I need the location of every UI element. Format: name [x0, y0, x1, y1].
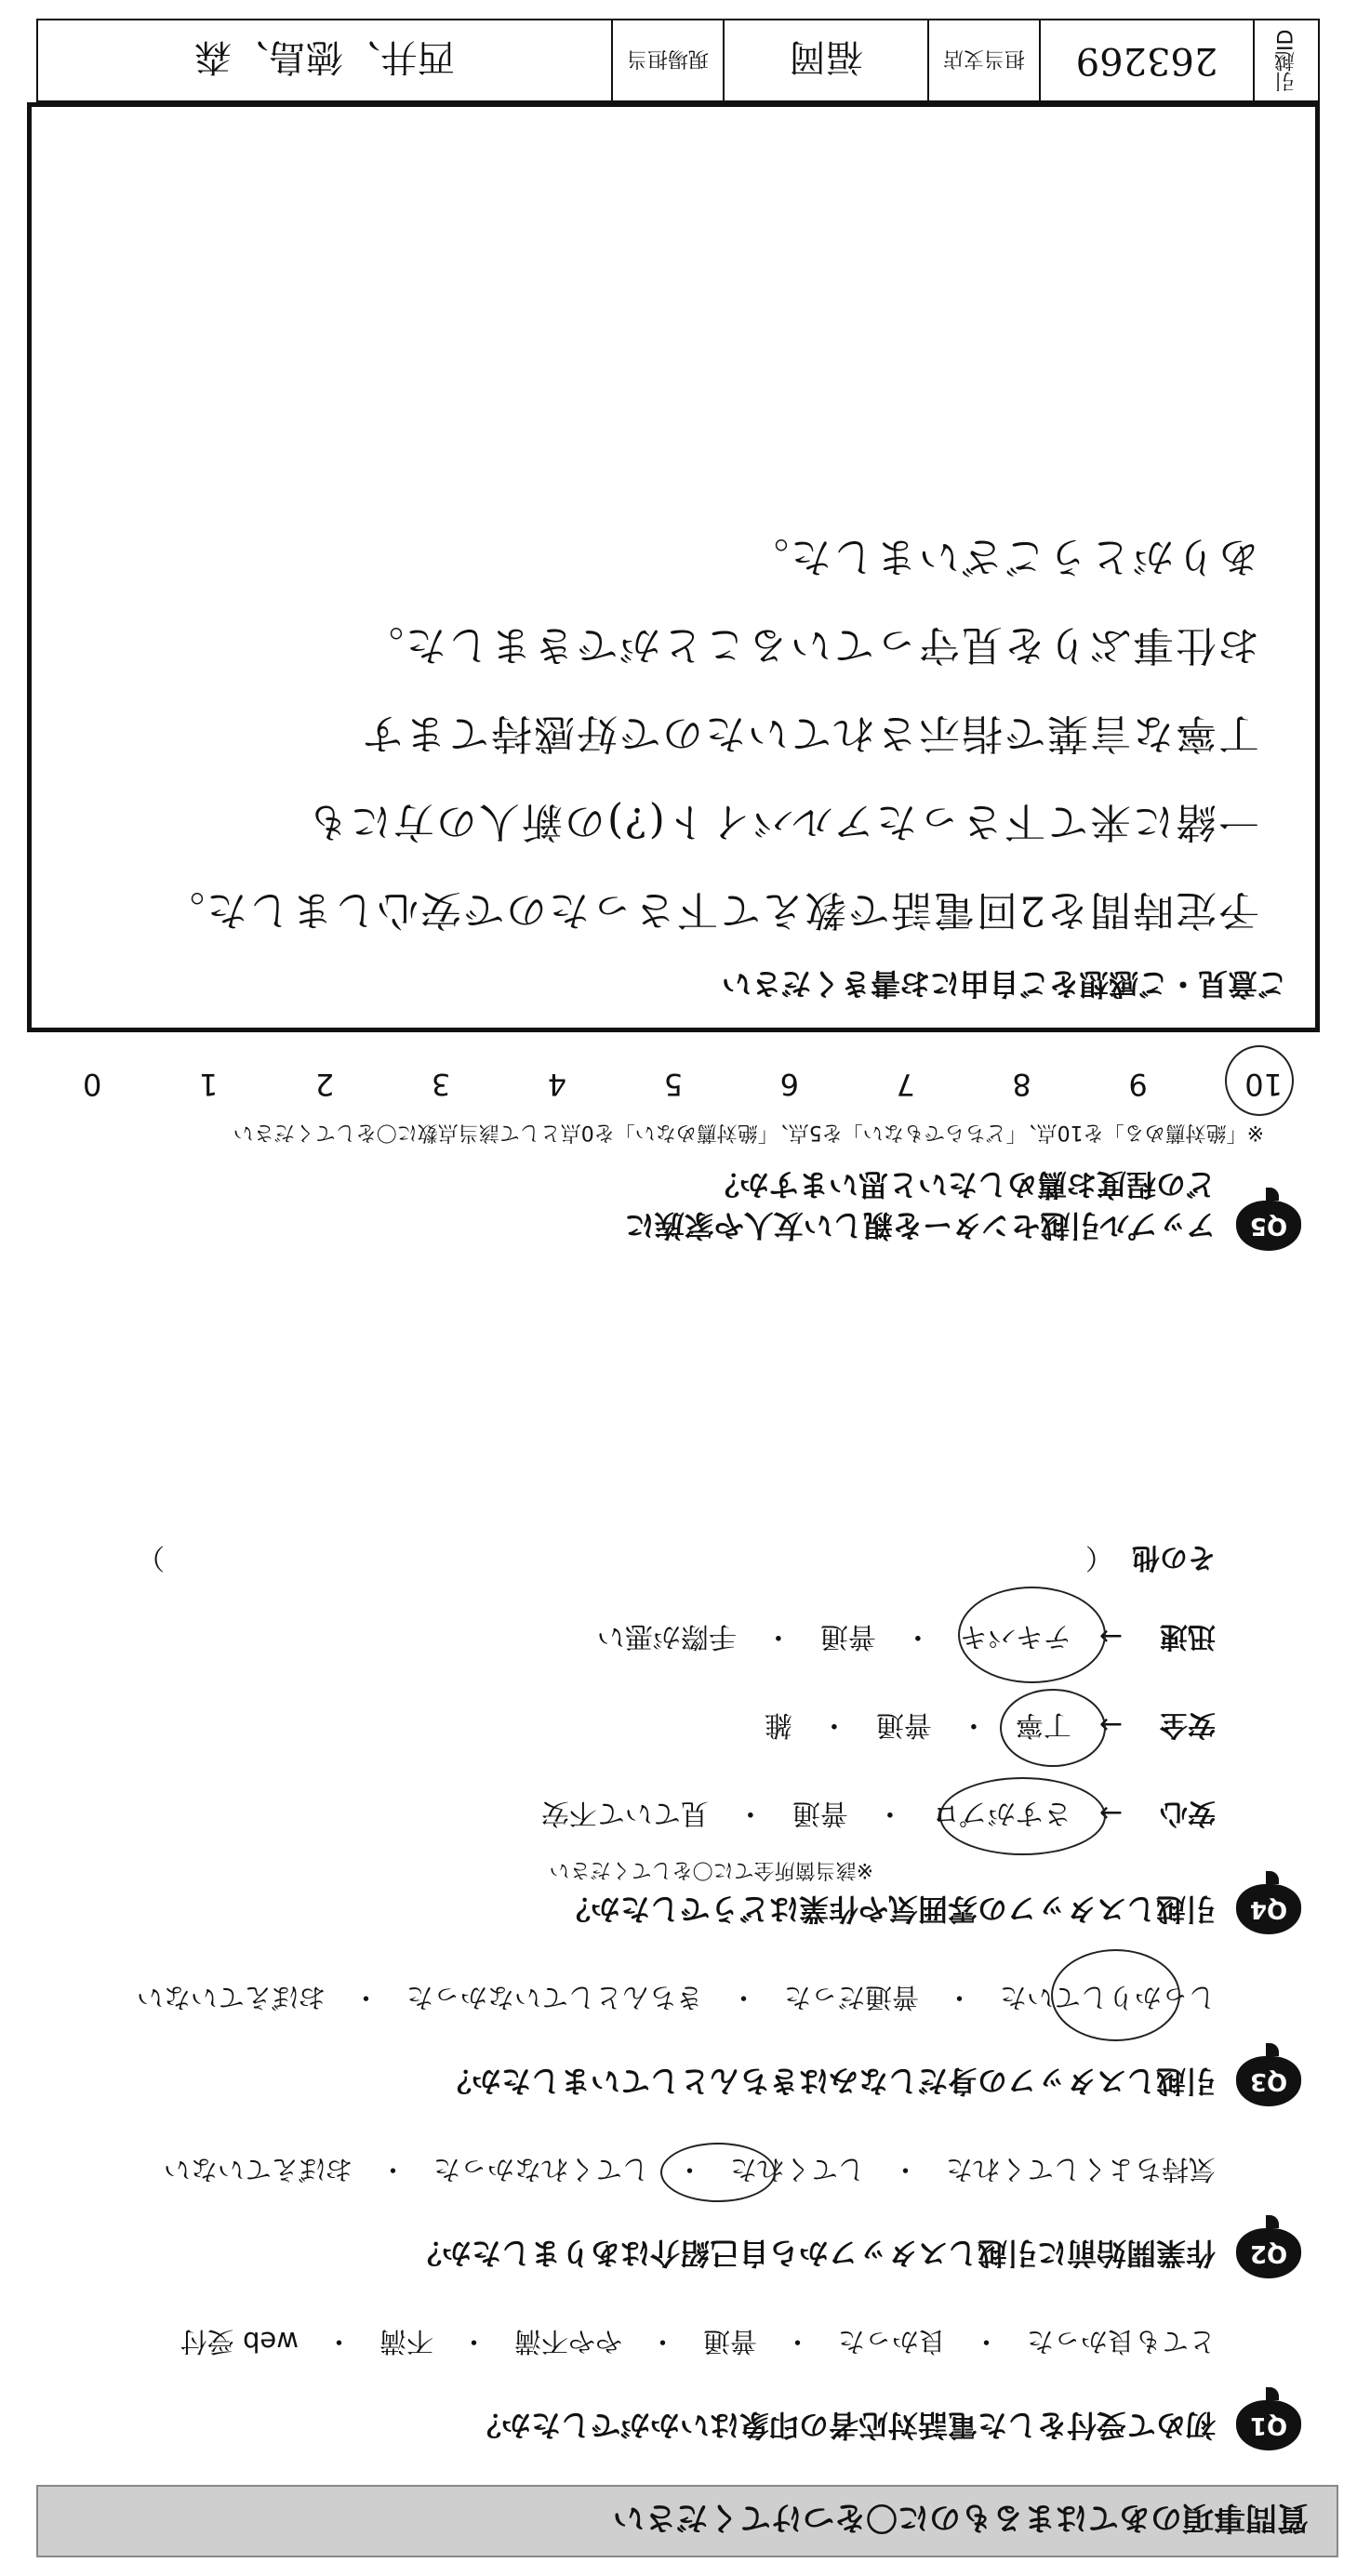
- comment-line: お仕事ぶりを見守っていることができました。: [361, 621, 1259, 669]
- q5-subtext: どの程度お薦めしたいと思いますか？: [709, 1167, 1216, 1202]
- scale-value: 9: [1128, 1067, 1148, 1102]
- answer-circle: [1225, 1045, 1294, 1116]
- q3-badge: Q3: [1236, 2056, 1301, 2106]
- branch-value: 福岡: [723, 20, 927, 100]
- scale-value: 5: [663, 1067, 684, 1102]
- q4-row-options: テキパキ ・ 普通 ・ 手際が悪い: [596, 1620, 1071, 1653]
- q1-text: 初めて受付をした電話対応者の印象はいかがでしたか？: [471, 2408, 1216, 2443]
- rating-scale: [18, 1067, 1283, 1102]
- q1-badge: Q1: [1236, 2400, 1301, 2450]
- staff-value: 西井、徳島、森: [194, 35, 455, 79]
- q3-options: しっかりしていた ・ 普通だった ・ きちんとしていなかった ・ おぼえていない: [136, 1982, 1216, 2013]
- q4-badge: Q4: [1236, 1884, 1301, 1934]
- answer-circle: [958, 1587, 1106, 1683]
- question-5: [73, 1121, 1301, 1251]
- q2-badge: Q2: [1236, 2228, 1301, 2278]
- q4-row-anzen: 安全 → 丁寧 ・ 普通 ・ 雑: [765, 1707, 1216, 1748]
- q2-options: 気持ちよくしてくれた ・ してくれた ・ してくれなかった ・ おぼえていない: [163, 2154, 1216, 2185]
- q4-row-anshin: 安心 → さすがプロ ・ 普通 ・ 見ていて不安: [541, 1796, 1216, 1837]
- q4-row-options: 丁寧 ・ 普通 ・ 雑: [764, 1708, 1071, 1741]
- q4-note: ※該当箇所全てに〇をしてください: [549, 1858, 873, 1881]
- scale-value: 3: [431, 1067, 451, 1102]
- id-label: 引越ID: [1253, 20, 1318, 100]
- question-4: [73, 1541, 1301, 1934]
- q4-row-label: 安全: [1160, 1708, 1216, 1741]
- scale-value: 8: [1012, 1067, 1031, 1102]
- answer-circle: [660, 2143, 776, 2202]
- question-2: [73, 2148, 1301, 2278]
- comment-line: 一緒に来て下さったアルバイト(?)の新人の方にも: [305, 798, 1259, 845]
- q4-row-other: [137, 1540, 1216, 1581]
- scale-value: 7: [896, 1067, 915, 1102]
- scale-value: 6: [779, 1067, 799, 1102]
- q5-text: アップル引越センターを親しい友人や家族に: [624, 1208, 1216, 1243]
- comment-box: [27, 102, 1320, 1032]
- question-3: [73, 1976, 1301, 2106]
- comment-line: 丁寧な言葉で指示されていたので好感持てます: [361, 710, 1259, 757]
- scale-value: 1: [198, 1067, 219, 1102]
- answer-circle: [939, 1777, 1106, 1855]
- answer-circle: [1051, 1949, 1180, 2041]
- q4-row-options: （ ）: [137, 1541, 1113, 1573]
- instructions-text: 質問事項のあてはまるものに〇をつけてください: [613, 2499, 1309, 2537]
- staff-label: 現場担当: [611, 20, 723, 100]
- q4-row-jinsoku: 迅速 → テキパキ ・ 普通 ・ 手際が悪い: [597, 1619, 1216, 1660]
- answer-circle: [1000, 1689, 1106, 1767]
- q4-text: 引越しスタッフの雰囲気や作業はどうでしたか？: [560, 1892, 1216, 1927]
- q3-text: 引越しスタッフの身だしなみはきちんとしていましたか？: [441, 2064, 1216, 2099]
- q5-note: ※「絶対薦める」を10点、「どちらでもない」を5点、「絶対薦めない」を0点として該当点数に〇をしてください: [233, 1121, 1264, 1144]
- comment-line: ありがとうございました。: [746, 533, 1259, 580]
- meta-table: [36, 19, 1320, 102]
- q4-row-label: 迅速: [1160, 1620, 1216, 1653]
- question-1: [73, 2320, 1301, 2450]
- q4-row-label: 安心: [1160, 1797, 1216, 1829]
- instructions-bar: [36, 2485, 1338, 2557]
- scale-value: 4: [547, 1067, 567, 1102]
- q1-options: とても良かった ・ 良かった ・ 普通 ・ やや不満 ・ 不満 ・ web 受付: [180, 2326, 1216, 2357]
- comment-line: 予定時間を2回電話で教えて下さったので安心しました。: [162, 886, 1259, 934]
- branch-label: 担当支店: [927, 20, 1039, 100]
- scale-value: 10: [1244, 1067, 1283, 1102]
- comment-title: ご意見・ご感想をご自由にお書きください: [721, 966, 1287, 1002]
- q5-badge: Q5: [1236, 1201, 1301, 1251]
- id-value: 263269: [1039, 20, 1253, 100]
- q4-row-options: さすがプロ ・ 普通 ・ 見ていて不安: [540, 1797, 1071, 1829]
- scale-value: 2: [314, 1067, 335, 1102]
- q2-text: 作業開始前に引越しスタッフから自己紹介はありましたか？: [411, 2236, 1216, 2271]
- scale-value: 0: [83, 1067, 102, 1102]
- q4-row-label: その他: [1132, 1541, 1216, 1573]
